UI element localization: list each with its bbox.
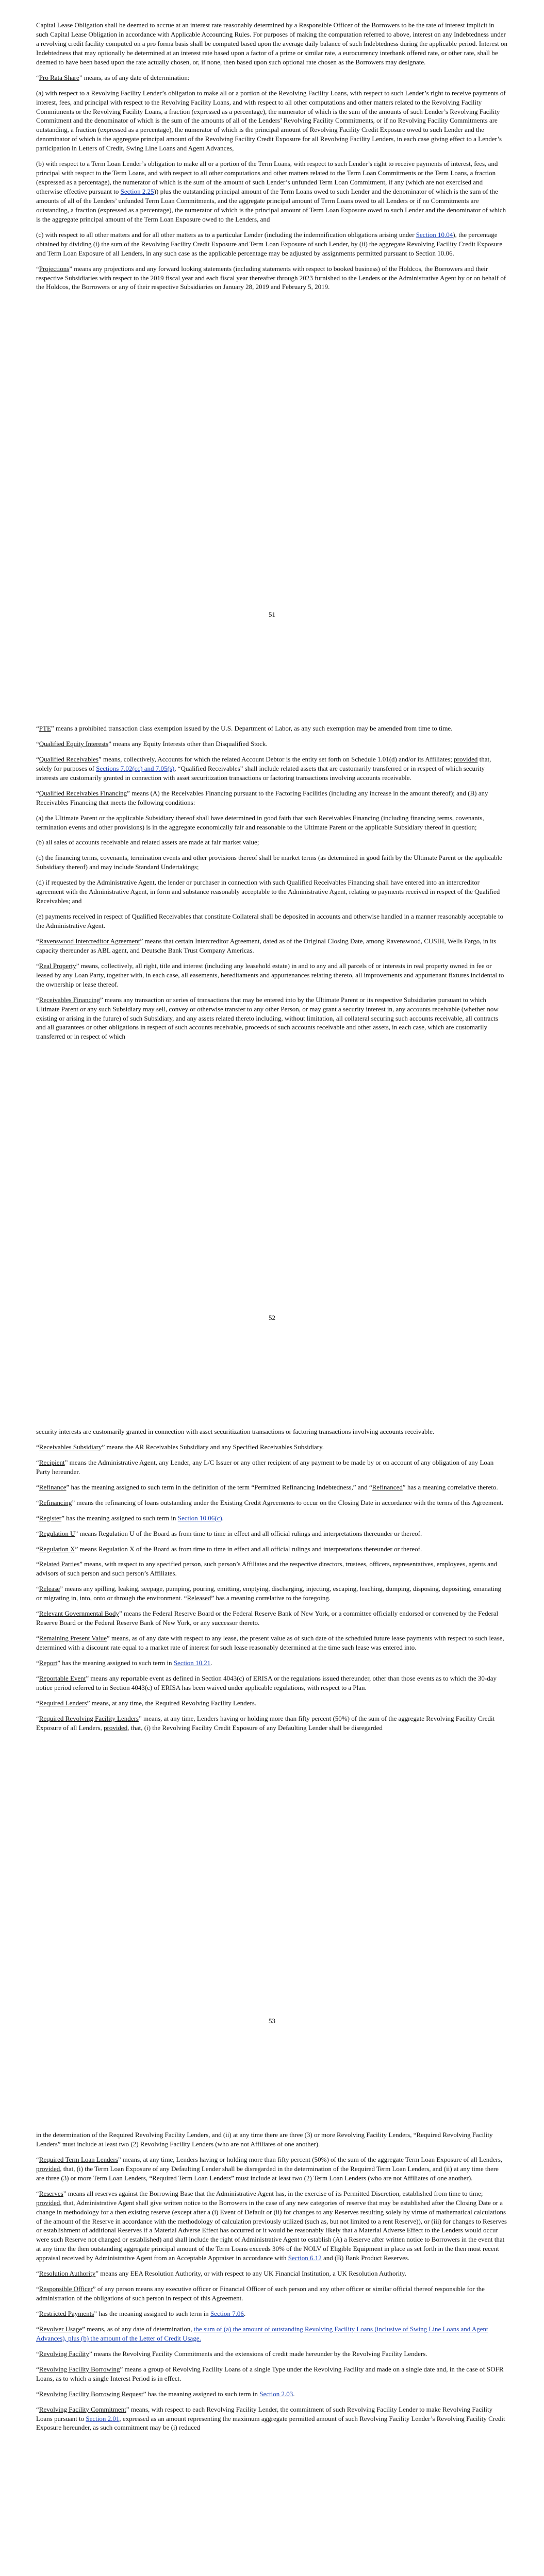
text-run: (a) the Ultimate Parent or the applicable Subsidiary thereof shall have determined in good faith that such Receivables Financing (including financing terms, covenants, termination events and other provisions) is in the aggregate economically fair and reasonable to the Ultimate Parent or the applicable Subsidiary thereof in question; xyxy=(36,814,484,831)
defined-term: Responsible Officer xyxy=(39,2285,93,2293)
paragraph xyxy=(36,1427,508,1436)
text-run: “ xyxy=(36,1674,39,1682)
defined-term: Ravenswood Intercreditor Agreement xyxy=(39,937,140,945)
text-run: ” means all reserves against the Borrowing Base that the Administrative Agent has, in the exercise of its Permitted Discretion, established from time to time; xyxy=(63,2189,483,2197)
defined-term: provided xyxy=(36,2164,60,2173)
paragraph xyxy=(36,1609,508,1628)
paragraph xyxy=(36,1514,508,1523)
text-run: , that, (i) the Term Loan Exposure of any Defaulting Lender shall be disregarded in the determination of the Required Term Loan Lenders, and (ii) at any time there are three (3) or more Term Loan Lenders, “Required Term Loan Lenders” must include at least two (2) Term Loan Lenders (who are not Affiliates of one another). xyxy=(36,2164,499,2182)
text-run: “ xyxy=(36,1443,39,1451)
defined-term: Regulation X xyxy=(39,1545,75,1553)
paragraph xyxy=(36,2155,508,2183)
paragraph xyxy=(36,1634,508,1652)
paragraph xyxy=(36,159,508,224)
paragraph xyxy=(36,73,508,82)
text-run: ” means, with respect to any specified person, such person’s Affiliates and the respective directors, trustees, officers, representatives, employees, agents and advisors of such person and such person’s Affiliates. xyxy=(36,1560,498,1578)
defined-term: Report xyxy=(39,1658,58,1667)
text-run: “ xyxy=(36,1634,39,1642)
text-run: and (B) Bank Product Reserves. xyxy=(321,2254,410,2262)
page xyxy=(0,0,544,703)
text-run: , that, Administrative Agent shall give written notice to the Borrowers in the case of any new categories of reserve that may be established after the Closing Date or a change in methodology for a then existing reserve (except after a (i) Event of Default or (ii) for changes to any Reserves resulting solely by virtue of mathematical calculations of the amount of the Reserve in accordance with the methodology of calculation previously utilized (such as, but not limited to a rent Reserve)), or (iii) for changes to Reserves or establishment of additional Reserves if a Material Adverse Effect has occurred or it would be reasonably likely that a Material Adverse Effect to the Lenders would occur were such Reserve not changed or established) and shall include the right of Administrative Agent to establish (A) a Reserve after written notice to Borrowers in the event that at any time the then outstanding aggregate principal amount of the Term Loans exceeds 30% of the NOLV of Eligible Equipment in place as set forth in the then most recent appraisal received by Administrative Agent from an Acceptable Appraiser in accordance with xyxy=(36,2198,507,2262)
text-run: ” means any Equity Interests other than Disqualified Stock. xyxy=(108,739,268,748)
paragraph xyxy=(36,995,508,1042)
text-run: ” means a group of Revolving Facility Loans of a single Type under the Revolving Facility and made on a single date and, in the case of SOFR Loans, as to which a single Interest Period is in effect. xyxy=(36,2365,504,2382)
text-run: . xyxy=(243,2310,246,2317)
section-reference-link[interactable]: Section 10.06(c) xyxy=(177,1514,222,1522)
text-run: “ xyxy=(36,2269,39,2278)
paragraph xyxy=(36,230,508,258)
defined-term: Qualified Equity Interests xyxy=(39,739,109,748)
defined-term: Revolving Facility Borrowing Request xyxy=(39,2389,143,2398)
text-run: . xyxy=(210,1658,212,1667)
defined-term: Receivables Subsidiary xyxy=(39,1443,102,1451)
text-run: “ xyxy=(36,1560,39,1568)
text-run: that, solely for purposes of xyxy=(36,755,491,772)
text-run: ” means, as of any date of determination: xyxy=(79,73,190,81)
text-run: ” means, at any time, Lenders having or holding more than fifty percent (50%) of the sum of the aggregate Term Loan Exposure of all Lenders, xyxy=(118,2155,503,2163)
text-run: “ xyxy=(36,755,39,763)
defined-term: Resolution Authority xyxy=(39,2269,96,2278)
paragraph xyxy=(36,853,508,872)
section-reference-link[interactable]: Section 2.01 xyxy=(86,2414,120,2422)
text-run: . xyxy=(222,1514,224,1522)
paragraph xyxy=(36,2269,508,2278)
defined-term: Refinanced xyxy=(372,1483,403,1491)
page-content xyxy=(36,1427,508,1739)
text-run: “ xyxy=(36,789,39,797)
paragraph xyxy=(36,2189,508,2263)
text-run: ” means the AR Receivables Subsidiary and any Specified Receivables Subsidiary. xyxy=(102,1443,324,1451)
paragraph xyxy=(36,2405,508,2433)
text-run: (c) the financing terms, covenants, termination events and other provisions thereof shall be market terms (as determined in good faith by the Ultimate Parent or the applicable Subsidiary thereof) and may include Standard Undertakings; xyxy=(36,854,502,871)
text-run: ” means Regulation X of the Board as from time to time in effect and all official rulings and interpretations thereunder or thereof. xyxy=(75,1545,422,1553)
section-reference-link[interactable]: Section 7.06 xyxy=(210,2310,244,2317)
defined-term: provided xyxy=(36,2198,60,2207)
paragraph xyxy=(36,1714,508,1733)
text-run: ” means a prohibited transaction class exemption issued by the U.S. Department of Labor, as any such exemption may be amended from time to time. xyxy=(51,724,453,732)
text-run: , that, (i) the Revolving Facility Credit Exposure of any Defaulting Lender shall be disregarded xyxy=(127,1723,383,1732)
text-run: ” means, as of any date of determination, xyxy=(82,2325,194,2333)
text-run: in the determination of the Required Revolving Facility Lenders, and (ii) at any time there are three (3) or more Revolving Facility Lenders, “Required Revolving Facility Lenders” must include at least two (2) Revolving Facility Lenders (who are not Affiliates of one another). xyxy=(36,2131,493,2148)
text-run: ” means, at any time, Lenders having or holding more than fifty percent (50%) of the sum of the aggregate Revolving Facility Credit Exposure of all Lenders, xyxy=(36,1714,495,1732)
text-run: “ xyxy=(36,73,39,81)
paragraph xyxy=(36,1699,508,1708)
text-run: . xyxy=(293,2389,295,2398)
defined-term: Qualified Receivables Financing xyxy=(39,789,127,797)
paragraph xyxy=(36,838,508,847)
text-run: ” means that certain Intercreditor Agreement, dated as of the Original Closing Date, among Ravenswood, CUSIH, Wells Fargo, in its capacity thereunder as ABL agent, and Deutsche Bank Trust Company Americas. xyxy=(36,937,497,954)
text-run: (c) with respect to all other matters and for all other matters as to a particular Lender (including the indemnification obligations arising under xyxy=(36,230,416,239)
paragraph xyxy=(36,739,508,749)
text-run: ” has the meaning assigned to such term in xyxy=(57,1658,174,1667)
text-run: ” means any spilling, leaking, seepage, pumping, pouring, emitting, emptying, discharging, injecting, escaping, leaching, dumping, disposing, depositing, emanating or migrating in, into, onto or through the environment. “ xyxy=(36,1585,502,1602)
section-reference-link[interactable]: Section 10.04 xyxy=(416,230,453,239)
text-run: “ xyxy=(36,961,39,970)
text-run: ” has the meaning assigned to such term in xyxy=(143,2389,260,2398)
defined-term: Required Lenders xyxy=(39,1699,87,1707)
paragraph xyxy=(36,1584,508,1603)
text-run: “ xyxy=(36,2155,39,2163)
paragraph xyxy=(36,2389,508,2399)
defined-term: Qualified Receivables xyxy=(39,755,98,763)
text-run: (d) if requested by the Administrative Agent, the lender or purchaser in connection with such Qualified Receivables Financing shall have entered into an intercreditor agreement with the Administrative Agent, in form and substance reasonably acceptable to the Administrative Agent, relating to payments received in respect of the Qualified Receivables; and xyxy=(36,878,500,905)
paragraph xyxy=(36,2365,508,2383)
paragraph xyxy=(36,937,508,955)
paragraph xyxy=(36,1458,508,1477)
paragraph xyxy=(36,878,508,906)
section-reference-link[interactable]: Sections 7.02(cc) and 7.05(s) xyxy=(96,764,175,772)
text-run: “ xyxy=(36,739,39,748)
text-run: “ xyxy=(36,1483,39,1491)
paragraph xyxy=(36,814,508,832)
page-number: 51 xyxy=(269,611,275,618)
paragraph xyxy=(36,1483,508,1492)
section-reference-link[interactable]: Section 6.12 xyxy=(288,2254,322,2262)
text-run: “ xyxy=(36,1458,39,1466)
defined-term: Relevant Governmental Body xyxy=(39,1609,120,1618)
page xyxy=(0,2110,544,2576)
text-run: “ xyxy=(36,2189,39,2197)
page-content xyxy=(36,724,508,1047)
paragraph xyxy=(36,789,508,807)
paragraph xyxy=(36,2309,508,2318)
text-run: “ xyxy=(36,264,39,273)
paragraph xyxy=(36,89,508,154)
page-content xyxy=(36,2130,508,2438)
paragraph xyxy=(36,2130,508,2149)
text-run: ” means Regulation U of the Board as from time to time in effect and all official rulings and interpretations thereunder or thereof. xyxy=(75,1529,422,1537)
text-run: ” means, with respect to each Revolving Facility Lender, the commitment of such Revolving Facility Lender to make Revolving Facility Loans pursuant to xyxy=(36,2405,493,2422)
defined-term: Real Property xyxy=(39,961,76,970)
text-run: ” means any reportable event as defined in Section 4043(c) of ERISA or the regulations issued thereunder, other than those events as to which the 30-day notice period referred to in Section 4043(c) of ERISA has been waived under applicable regulations, with respect to a Plan. xyxy=(36,1674,497,1691)
text-run: “ xyxy=(36,1529,39,1537)
paragraph xyxy=(36,2325,508,2343)
paragraph xyxy=(36,1498,508,1507)
text-run: ” means, collectively, all right, title and interest (including any leasehold estate) in and to any and all parcels of or interests in real property owned in fee or leased by any Loan Party, together with, in each case, all easements, hereditaments and appurtenances relating thereto, all improvements and appurtenant fixtures incidental to the ownership or lease thereof. xyxy=(36,961,504,988)
text-run: ” means any EEA Resolution Authority, or with respect to any UK Financial Institution, a UK Resolution Authority. xyxy=(95,2269,406,2278)
text-run: ” means the Revolving Facility Commitments and the extensions of credit made hereunder by the Revolving Facility Lenders. xyxy=(89,2349,427,2358)
page xyxy=(0,703,544,1406)
text-run: “ xyxy=(36,937,39,945)
text-run: ” of any person means any executive officer or Financial Officer of such person and any other officer or similar official thereof responsible for the administration of the obligations of such person in respect of this Agreement. xyxy=(36,2285,485,2302)
text-run: ” has a meaning correlative thereto. xyxy=(402,1483,498,1491)
defined-term: Released xyxy=(187,1594,211,1602)
text-run: (a) with respect to a Revolving Facility Lender’s obligation to make all or a portion of the Revolving Facility Loans, with respect to such Lender’s right to receive payments of interest, fees, and principal with respect to the Revolving Facility Loans, and with respect to all other computations and other matters related to the Revolving Facility Commitments or the Revolving Facility Loans, a fraction (expressed as a percentage), the numerator of which is the sum of the amounts of such Lender’s Revolving Facility Commitment and the denominator of which is the sum of the amounts of all of the Lenders’ Revolving Facility Commitments, or if no Revolving Facility Commitments are outstanding, a fraction (expressed as a percentage), the numerator of which is the principal amount of Revolving Facility Credit Exposure owed to such Lender and the denominator of which is the aggregate principal amount of the Revolving Facility Credit Exposure for all Revolving Facility Lenders, in each case giving effect to a Lender’s participation in Letters of Credit, Swing Line Loans and Agent Advances, xyxy=(36,89,506,152)
paragraph xyxy=(36,755,508,783)
text-run: , “Qualified Receivables” shall include related assets that are customarily transferred or in respect of which security interests are customarily granted in connection with asset securitization transactions or factoring transactions involving accounts receivable. xyxy=(36,764,485,782)
paragraph xyxy=(36,724,508,733)
defined-term: PTE xyxy=(39,724,51,732)
defined-term: Revolver Usage xyxy=(39,2325,83,2333)
defined-term: provided xyxy=(454,755,478,763)
defined-term: Revolving Facility Borrowing xyxy=(39,2365,120,2373)
defined-term: provided xyxy=(104,1723,128,1732)
paragraph xyxy=(36,2349,508,2359)
defined-term: Required Revolving Facility Lenders xyxy=(39,1714,139,1722)
defined-term: Projections xyxy=(39,264,70,273)
defined-term: Release xyxy=(39,1585,60,1593)
text-run: ” means (A) the Receivables Financing pursuant to the Factoring Facilities (including any increase in the amount thereof); and (B) any Receivables Financing that meets the following conditions: xyxy=(36,789,488,806)
text-run: ” means the Federal Reserve Board or the Federal Reserve Bank of New York, or a committee officially endorsed or convened by the Federal Reserve Board or the Federal Reserve Bank of New York, or any successor thereto. xyxy=(36,1609,499,1627)
text-run: “ xyxy=(36,1699,39,1707)
defined-term: Refinancing xyxy=(39,1498,72,1506)
text-run: ” means, at any time, the Required Revolving Facility Lenders. xyxy=(87,1699,257,1707)
text-run: , expressed as an amount representing the maximum aggregate permitted amount of such Revolving Facility Lender’s Revolving Facility Credit Exposure hereunder, as such commitment may be (i) reduced xyxy=(36,2414,505,2432)
text-run: “ xyxy=(36,2325,39,2333)
defined-term: Refinance xyxy=(39,1483,67,1491)
text-run: “ xyxy=(36,1585,39,1593)
text-run: “ xyxy=(36,2405,39,2413)
text-run: )) plus the outstanding principal amount of the Term Loans owed to such Lender and the denominator of which is the sum of the amounts of all of the Lenders’ unfunded Term Loan Commitments, and the aggregate principal amount of Term Loans owed to all Lenders or if no Commitments are outstanding, a fraction (expressed as a percentage), the numerator of which is the principal amount of Term Loan Exposure owed to such Lender and the denominator of which is the aggregate principal amount of the Term Loan Exposure owed to the Lenders, and xyxy=(36,188,506,223)
text-run: ” means, collectively, Accounts for which the related Account Debtor is the entity set forth on Schedule 1.01(d) and/or its Affiliates; xyxy=(98,755,454,763)
text-run: (b) all sales of accounts receivable and related assets are made at fair market value; xyxy=(36,838,259,846)
paragraph xyxy=(36,1658,508,1668)
text-run: “ xyxy=(36,1498,39,1506)
text-run: ” means the refinancing of loans outstanding under the Existing Credit Agreements to occur on the Closing Date in accordance with the terms of this Agreement. xyxy=(72,1498,504,1506)
defined-term: Pro Rata Share xyxy=(39,73,79,81)
text-run: ” means any projections and any forward looking statements (including statements with respect to booked business) of the Holdcos, the Borrowers and their respective Subsidiaries with respect to the 2019 fiscal year and each fiscal year thereafter through 2023 furnished to the Lenders or the Administrative Agent by or on behalf of the Holdcos, the Borrowers or any of their respective Subsidiaries on January 28, 2019 and February 5, 2019. xyxy=(36,264,506,291)
text-run: (b) with respect to a Term Loan Lender’s obligation to make all or a portion of the Term Loans, with respect to such Lender’s right to receive payments of interest, fees, and principal with respect to the Term Loans, and with respect to all other computations and other matters related to the Term Loan Commitments or the Term Loans, a fraction (expressed as a percentage), the numerator of which is the sum of the amount of such Lender’s unfunded Term Loan Commitment, if any (which are not exercised and otherwise effective pursuant to xyxy=(36,160,498,195)
text-run: ” means any transaction or series of transactions that may be entered into by the Ultimate Parent or its respective Subsidiaries pursuant to which Ultimate Parent or any such Subsidiary may sell, convey or otherwise transfer to any other Person, or may grant a security interest in, any accounts receivable (whether now existing or arising in the future) of such Subsidiary, and any assets related thereto including, without limitation, all collateral securing such accounts receivable, all contracts and all guarantees or other obligations in respect of such accounts receivable, proceeds of such accounts receivable and other assets, in each case, which are customarily transferred or in respect of which xyxy=(36,995,499,1041)
text-run: “ xyxy=(36,995,39,1004)
text-run: “ xyxy=(36,2349,39,2358)
text-run: “ xyxy=(36,1714,39,1722)
defined-term: Remaining Present Value xyxy=(39,1634,107,1642)
section-reference-link[interactable]: Section 2.25 xyxy=(120,188,154,195)
paragraph xyxy=(36,961,508,989)
paragraph xyxy=(36,1674,508,1692)
page-number: 52 xyxy=(269,1314,275,1321)
text-run: “ xyxy=(36,724,39,732)
text-run: security interests are customarily granted in connection with asset securitization transactions or factoring transactions involving accounts receivable. xyxy=(36,1428,435,1435)
paragraph xyxy=(36,1529,508,1538)
paragraph xyxy=(36,912,508,930)
paragraph xyxy=(36,21,508,67)
text-run: ” has the meaning assigned to such term in the definition of the term “Permitted Refinancing Indebtedness,” and “ xyxy=(66,1483,372,1491)
page-content xyxy=(36,21,508,298)
text-run: “ xyxy=(36,2285,39,2293)
defined-term: Revolving Facility xyxy=(39,2349,89,2358)
defined-term: Restricted Payments xyxy=(39,2310,94,2317)
text-run: “ xyxy=(36,1545,39,1553)
text-run: ” has the meaning assigned to such term in xyxy=(94,2310,210,2317)
defined-term: Related Parties xyxy=(39,1560,80,1568)
text-run: “ xyxy=(36,2365,39,2373)
section-reference-link[interactable]: Section 2.03 xyxy=(259,2389,293,2398)
text-run: (e) payments received in respect of Qualified Receivables that constitute Collateral shall be deposited in accounts and otherwise handled in a manner reasonably acceptable to the Administrative Agent. xyxy=(36,912,504,929)
paragraph xyxy=(36,264,508,292)
text-run: “ xyxy=(36,2389,39,2398)
defined-term: Receivables Financing xyxy=(39,995,100,1004)
paragraph xyxy=(36,1545,508,1554)
inserted-text: the sum of (a) the amount of outstanding Revolving Facility Loans (inclusive of Swing Line Loans and Agent Advances), plus (b) the amount of the Letter of Credit Usage. xyxy=(36,2325,488,2342)
defined-term: Recipient xyxy=(39,1458,65,1466)
text-run: ” has a meaning correlative to the foregoing. xyxy=(211,1594,331,1602)
defined-term: Regulation U xyxy=(39,1529,75,1537)
defined-term: Revolving Facility Commitment xyxy=(39,2405,126,2413)
text-run: ” has the meaning assigned to such term in xyxy=(61,1514,178,1522)
text-run: “ xyxy=(36,1514,39,1522)
defined-term: Required Term Loan Lenders xyxy=(39,2155,118,2163)
defined-term: Reportable Event xyxy=(39,1674,86,1682)
page xyxy=(0,1406,544,2110)
section-reference-link[interactable]: Section 10.21 xyxy=(173,1658,211,1667)
text-run: Capital Lease Obligation shall be deemed to accrue at an interest rate reasonably determined by a Responsible Officer of the Borrowers to be the rate of interest implicit in such Capital Lease Obligation in accordance with Applicable Accounting Rules. For purposes of making the computation referred to above, interest on any Indebtedness under a revolving credit facility computed on a pro forma basis shall be computed based upon the average daily balance of such Indebtedness during the applicable period. Interest on Indebtedness that may optionally be determined at an interest rate based upon a factor of a prime or similar rate, a eurocurrency interbank offered rate, or other rate, shall be deemed to have been based upon the rate actually chosen, or, if none, then based upon such optional rate chosen as the Borrowers may designate. xyxy=(36,21,508,66)
paragraph xyxy=(36,2284,508,2303)
text-run: “ xyxy=(36,1658,39,1667)
text-run: “ xyxy=(36,2310,39,2317)
defined-term: Reserves xyxy=(39,2189,63,2197)
text-run: ” means the Administrative Agent, any Lender, any L/C Issuer or any other recipient of any payment to be made by or on account of any obligation of any Loan Party hereunder. xyxy=(36,1458,494,1476)
page-number: 53 xyxy=(269,2017,275,2025)
defined-term: Register xyxy=(39,1514,62,1522)
text-run: ), the percentage obtained by dividing (i) the sum of the Revolving Facility Credit Exposure and Term Loan Exposure of such Lender, by (ii) the aggregate Revolving Facility Credit Exposure and Term Loan Exposure of all Lenders, in any such case as the applicable percentage may be adjusted by assignments permitted pursuant to Section 10.06. xyxy=(36,230,503,257)
text-run: “ xyxy=(36,1609,39,1618)
paragraph xyxy=(36,1560,508,1578)
text-run: ” means, as of any date with respect to any lease, the present value as of such date of the scheduled future lease payments with respect to such lease, determined with a discount rate equal to a market rate of interest for such lease reasonably determined at the time such lease was entered into. xyxy=(36,1634,504,1651)
paragraph xyxy=(36,1443,508,1452)
